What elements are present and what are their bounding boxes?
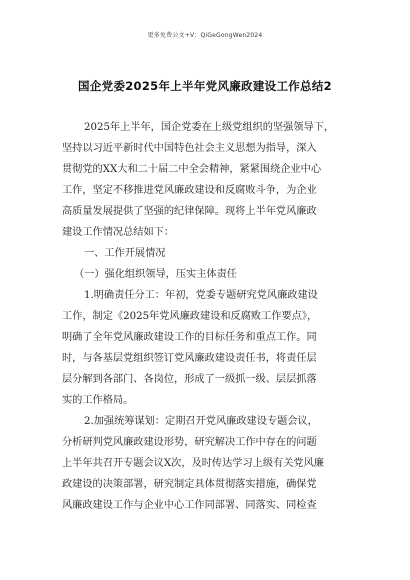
- paragraph-line: 1.明确责任分工：年初，党委专题研究党风廉政建设: [84, 290, 318, 301]
- paragraph-line: 工作，坚定不移推进党风廉政建设和反腐败斗争，为企业: [62, 185, 317, 196]
- paragraph-line: 贯彻党的XX大和二十届二中全会精神，紧紧围绕企业中心: [62, 164, 322, 175]
- paragraph-line: 高质量发展提供了坚强的纪律保障。现将上半年党风廉政: [62, 206, 317, 217]
- watermark-text: 更多免费公文+V：QiGeGongWen2024: [147, 32, 263, 39]
- document-body: [62, 117, 352, 516]
- paragraph-line: 明确了全年党风廉政建设工作的目标任务和重点工作。同: [62, 332, 317, 343]
- paragraph-line: 工作，制定《2025年党风廉政建设和反腐败工作要点》，: [62, 311, 318, 322]
- paragraph-line: 风廉政建设工作与企业中心工作同部署、同落实、同检查: [62, 500, 317, 511]
- subsection-heading: （一）强化组织领导，压实主体责任: [74, 269, 237, 280]
- paragraph-line: 层分解到各部门、各岗位，形成了一级抓一级、层层抓落: [62, 374, 317, 385]
- paragraph-line: 建设工作情况总结如下：: [62, 227, 175, 238]
- paragraph-line: 政建设的决策部署，研究制定具体贯彻落实措施，确保党: [62, 479, 317, 490]
- paragraph-line: 时，与各基层党组织签订党风廉政建设责任书，将责任层: [62, 353, 317, 364]
- paragraph-line: 实的工作格局。: [62, 395, 134, 406]
- paragraph-line: 2025年上半年，国企党委在上级党组织的坚强领导下，: [84, 122, 335, 133]
- section-heading: 一、工作开展情况: [84, 248, 166, 259]
- paragraph-line: 分析研判党风廉政建设形势，研究解决工作中存在的问题: [62, 437, 317, 448]
- paragraph-line: 上半年共召开专题会议X次，及时传达学习上级有关党风廉: [62, 458, 324, 469]
- paragraph-line: 2.加强统筹谋划：定期召开党风廉政建设专题会议，: [84, 416, 318, 427]
- paragraph-line: 坚持以习近平新时代中国特色社会主义思想为指导，深入: [62, 143, 317, 154]
- document-title: 国企党委2025年上半年党风廉政建设工作总结2: [78, 79, 332, 93]
